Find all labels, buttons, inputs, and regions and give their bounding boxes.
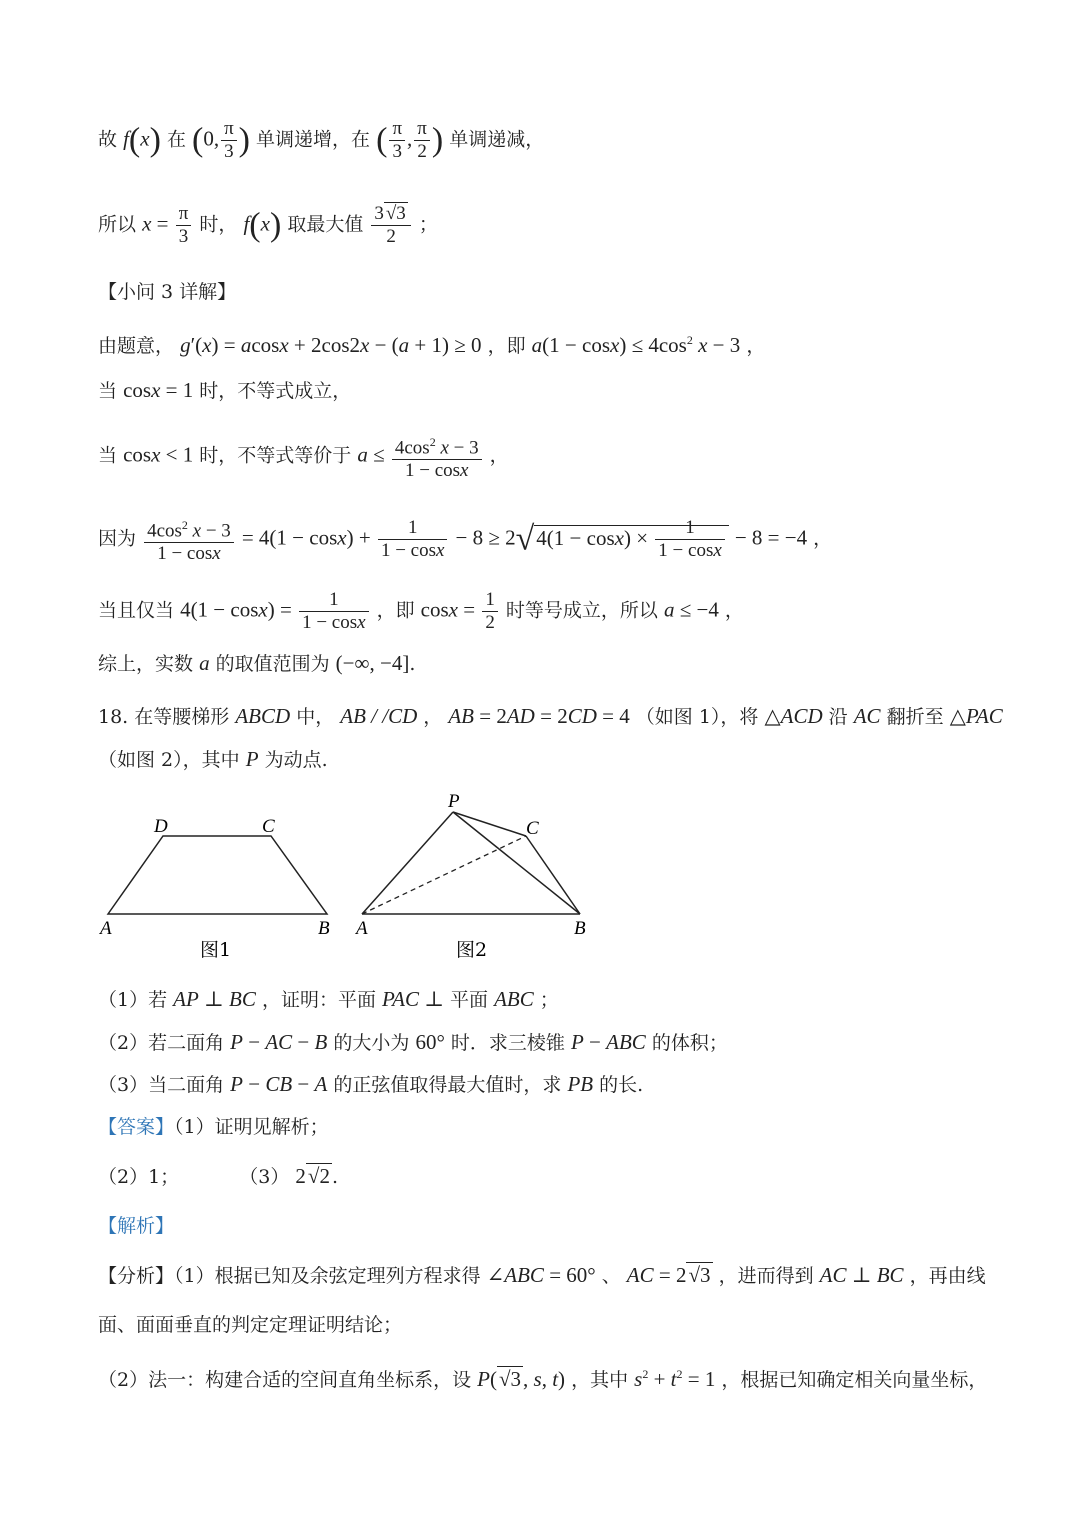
line-derivative: 由题意， g′(x) = acosx + 2cos2x − (a + 1) ≥ 0 ，即 $a(1 - \cos x) \le 4\cos^2$ x − 3 ，: [98, 333, 766, 357]
line-conclusion: 综上，实数 a 的取值范围为 (−∞, −4].: [98, 651, 416, 675]
fig2-label-A: A: [356, 918, 368, 939]
figure-1-trapezoid: [98, 816, 330, 961]
answer-tag: 【答案】: [98, 1116, 175, 1138]
line-maximum: 所以 x = $\frac{\pi}{3}$ 时， f(x) 取最大值 $\frac{3 √3}{2}$ ；: [98, 203, 438, 247]
fenxi-tag: 【分析】: [98, 1265, 175, 1287]
line-equality-condition: 当且仅当 4(1 − cosx) = $\frac{1}{1 - \cos x}$ ，即 cosx = $\frac{1}{2}$ 时等号成立，所以 a ≤ −4 ，: [98, 589, 744, 633]
fig1-label-C: C: [262, 816, 275, 837]
figures: [90, 790, 610, 970]
line-case-less: 当 cosx < 1 时，不等式等价于 a ≤ $\frac{4\cos^2 x - 3}{1 - \cos x}$ ，: [98, 431, 509, 482]
fenxi-line-2: 面、面面垂直的判定定理证明结论；: [98, 1314, 403, 1336]
fig1-label-A: A: [100, 918, 112, 939]
line-monotonic: 故 f(x) 在 (0, $\frac{\pi}{3}$ ) 单调递增，在 ( $\frac{\pi}{3}$ , $\frac{\pi}{2}$ ) 单调递减，: [98, 118, 545, 162]
question-18-cont: （如图 2），其中 P 为动点.: [98, 747, 328, 771]
figure-2-pyramid: [354, 791, 586, 961]
fenxi-line-1: 【分析】（1）根据已知及余弦定理列方程求得 ∠ABC = 60° 、 AC = 2√3 ，进而得到 AC ⊥ BC ，再由线: [98, 1263, 986, 1287]
fig2-label-B: B: [574, 918, 586, 939]
line-case-equal: 当 cosx = 1 时，不等式成立，: [98, 378, 352, 402]
fenxi-line-3: （2）法一：构建合适的空间直角坐标系，设 P(√3, s, t) ，其中 $s^2 + t^2 = 1$ ，根据已知确定相关向量坐标，: [98, 1367, 988, 1391]
analysis-tag-line: [98, 1213, 174, 1239]
line-inequality: 因为 $\frac{4\cos^2 x - 3}{1 - \cos x}$ = 4(1 − cosx) + $\frac{1}{1 - \cos x}$ − 8 ≥ 2√4(1 − cosx) × $\frac{1}{1 - \cos x}$ − 8 = −4 ，: [98, 514, 832, 565]
analysis-tag: 【解析】: [98, 1215, 175, 1237]
answer-line-2: （2）1； （3） 2√2 .: [98, 1164, 338, 1188]
part-3: （3）当二面角 P − CB − A 的正弦值取得最大值时，求 PB 的长.: [98, 1072, 644, 1096]
fig1-label-B: B: [318, 918, 330, 939]
part-1: （1）若 AP ⊥ BC ，证明：平面 PAC ⊥ 平面 ABC ；: [98, 987, 559, 1011]
fig2-label-P: P: [448, 791, 460, 812]
fig2-caption: 图2: [456, 939, 488, 961]
fig2-label-C: C: [526, 818, 539, 839]
answer-line: 【答案】（1）证明见解析；: [98, 1116, 329, 1138]
part-2: （2）若二面角 P − AC − B 的大小为 60° 时．求三棱锥 P − ABC 的体积；: [98, 1030, 728, 1054]
subquestion-3-heading: 【小问 3 详解】: [98, 281, 237, 303]
question-18: 18. 在等腰梯形 ABCD 中， AB / /CD ， AB = 2AD = 2CD = 4 （如图 1），将 △ACD 沿 AC 翻折至 △PAC: [98, 704, 1003, 728]
fig1-caption: 图1: [200, 939, 232, 961]
fig1-label-D: D: [154, 816, 168, 837]
